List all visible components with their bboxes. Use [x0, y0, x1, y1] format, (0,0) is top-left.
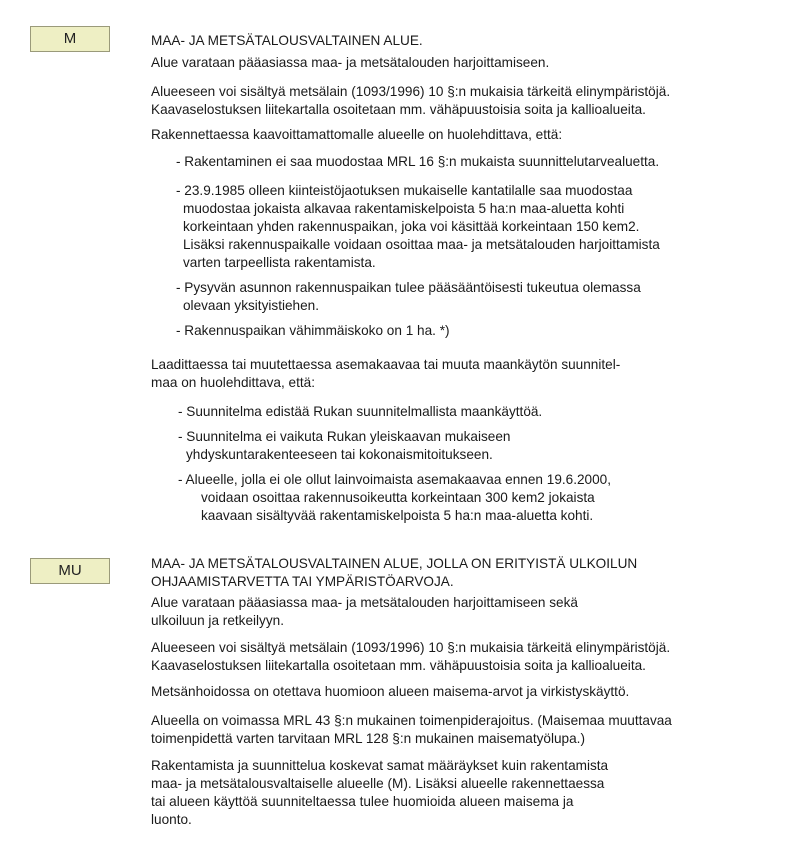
- paragraph-line: Kaavaselostuksen liitekartalla osoitetaan mm. vähäpuustoisia soita ja kallioalueita.: [151, 102, 646, 117]
- bullet-line: kaavaan sisältyvää rakentamiskelpoista 5 ha:n maa-aluetta kohti.: [201, 508, 594, 523]
- paragraph-line: Kaavaselostuksen liitekartalla osoitetaan mm. vähäpuustoisia soita ja kallioalueita.: [151, 658, 646, 673]
- paragraph-line: tai alueen käyttöä suunniteltaessa tulee huomioida alueen maisema ja: [151, 794, 574, 809]
- bullet-line: - Alueelle, jolla ei ole ollut lainvoimaista asemakaavaa ennen 19.6.2000,: [178, 472, 612, 487]
- paragraph-line: toimenpidettä varten tarvitaan MRL 128 §:n mukainen maisematyölupa.): [151, 731, 585, 746]
- section-title: MAA- JA METSÄTALOUSVALTAINEN ALUE.: [151, 33, 423, 48]
- zone-code-badge-m: [30, 26, 110, 52]
- section-title: MAA- JA METSÄTALOUSVALTAINEN ALUE, JOLLA ON ERITYISTÄ ULKOILUN: [151, 556, 638, 571]
- paragraph-line: Laadittaessa tai muutettaessa asemakaavaa tai muuta maankäytön suunnitel-: [151, 357, 621, 372]
- bullet-line: - Rakentaminen ei saa muodostaa MRL 16 §:n mukaista suunnittelutarvealuetta.: [176, 154, 660, 169]
- bullet-line: olevaan yksityistiehen.: [183, 298, 320, 313]
- paragraph-line: maa- ja metsätalousvaltaiselle alueelle (M). Lisäksi alueelle rakennettaessa: [151, 776, 605, 791]
- bullet-line: - Rakennuspaikan vähimmäiskoko on 1 ha. *): [176, 323, 450, 338]
- bullet-line: yhdyskuntarakenteeseen tai kokonaismitoitukseen.: [186, 447, 493, 462]
- bullet-line: - 23.9.1985 olleen kiinteistöjaotuksen mukaiselle kantatilalle saa muodostaa: [176, 183, 633, 198]
- paragraph-line: Alueella on voimassa MRL 43 §:n mukainen toimenpiderajoitus. (Maisemaa muuttavaa: [151, 713, 672, 728]
- bullet-line: voidaan osoittaa rakennusoikeutta korkeintaan 300 kem2 jokaista: [201, 490, 595, 505]
- paragraph-line: Rakentamista ja suunnittelua koskevat samat määräykset kuin rakentamista: [151, 758, 609, 773]
- zone-code: MU: [58, 562, 82, 579]
- paragraph-line: maa on huolehdittava, että:: [151, 375, 315, 390]
- section-intro: Alue varataan pääasiassa maa- ja metsätalouden harjoittamiseen sekä: [151, 595, 578, 610]
- section-intro: ulkoiluun ja retkeilyyn.: [151, 613, 284, 628]
- bullet-line: muodostaa jokaista alkavaa rakentamiskelpoista 5 ha:n maa-aluetta kohti: [183, 201, 625, 216]
- paragraph-line: Alueeseen voi sisältyä metsälain (1093/1996) 10 §:n mukaisia tärkeitä elinympäristöjä.: [151, 640, 671, 655]
- paragraph-line: Metsänhoidossa on otettava huomioon alueen maisema-arvot ja virkistyskäyttö.: [151, 684, 630, 699]
- bullet-line: varten tarpeellista rakentamista.: [183, 255, 376, 270]
- paragraph-line: luonto.: [151, 812, 192, 827]
- paragraph-line: Alueeseen voi sisältyä metsälain (1093/1996) 10 §:n mukaisia tärkeitä elinympäristöjä.: [151, 84, 671, 99]
- zone-code-badge-mu: [30, 558, 110, 584]
- paragraph-line: Rakennettaessa kaavoittamattomalle alueelle on huolehdittava, että:: [151, 127, 563, 142]
- bullet-line: Lisäksi rakennuspaikalle voidaan osoittaa maa- ja metsätalouden harjoittamista: [183, 237, 660, 252]
- zone-code: M: [63, 30, 77, 47]
- bullet-line: - Pysyvän asunnon rakennuspaikan tulee pääsääntöisesti tukeutua olemassa: [176, 280, 641, 295]
- bullet-line: korkeintaan yhden rakennuspaikan, joka voi käsittää korkeintaan 150 kem2.: [183, 219, 640, 234]
- bullet-line: - Suunnitelma edistää Rukan suunnitelmallista maankäyttöä.: [178, 404, 543, 419]
- bullet-line: - Suunnitelma ei vaikuta Rukan yleiskaavan mukaiseen: [178, 429, 511, 444]
- section-title: OHJAAMISTARVETTA TAI YMPÄRISTÖARVOJA.: [151, 574, 454, 589]
- section-intro: Alue varataan pääasiassa maa- ja metsätalouden harjoittamiseen.: [151, 55, 550, 70]
